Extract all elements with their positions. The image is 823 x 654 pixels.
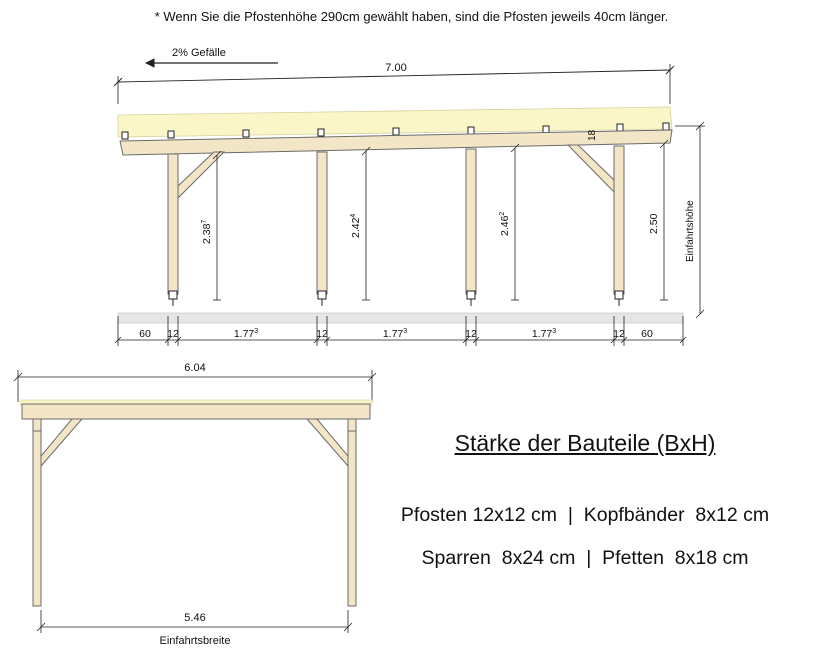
knee-braces-side [178,145,614,198]
post-height-note: * Wenn Sie die Pfostenhöhe 290cm gewählt haben, sind die Pfosten jeweils 40cm länger. [154,9,669,24]
slope-label: 2% Gefälle [172,47,226,59]
front-clear-width-label: 5.46 [184,612,206,624]
post-anchors [169,291,623,306]
segment-label: 12 [316,328,328,340]
bottom-segment-labels [139,328,653,340]
post-height-2: 2.42$^4$ [350,213,362,238]
total-length-label: 7.00 [385,62,407,74]
legend-line-2: Sparren 8x24 cm | Pfetten 8x18 cm [421,547,749,569]
post-height-right: 2.50 [648,213,660,234]
front-clear-width-caption: Einfahrtsbreite [159,635,231,647]
segment-label: 12 [465,328,477,340]
post-height-3: 2.46$^2$ [499,211,511,236]
segment-label: 12 [613,328,625,340]
front-posts [33,431,356,606]
ground-strip [118,313,683,323]
segment-label: 60 [139,328,151,340]
segment-label: 1.77$^3$ [531,328,557,340]
front-width-label: 6.04 [184,362,206,374]
segment-label: 1.77$^3$ [233,328,259,340]
front-purlin-ends [33,419,356,432]
post-height-dimensions [213,140,668,300]
clearance-height-label: Einfahrtshöhe [685,200,696,262]
posts-side [168,146,624,294]
purlin-height-label: 18 [587,129,598,141]
legend-line-1: Pfosten 12x12 cm | Kopfbänder 8x12 cm [400,504,770,526]
front-rafter [22,404,370,419]
legend-title: Stärke der Bauteile (BxH) [454,430,716,456]
segment-label: 60 [641,328,653,340]
segment-label: 1.77$^3$ [382,328,408,340]
front-width-dimension [14,370,376,402]
front-knee-braces [41,419,348,466]
segment-label: 12 [167,328,179,340]
post-height-1: 2.38$^7$ [201,219,213,244]
